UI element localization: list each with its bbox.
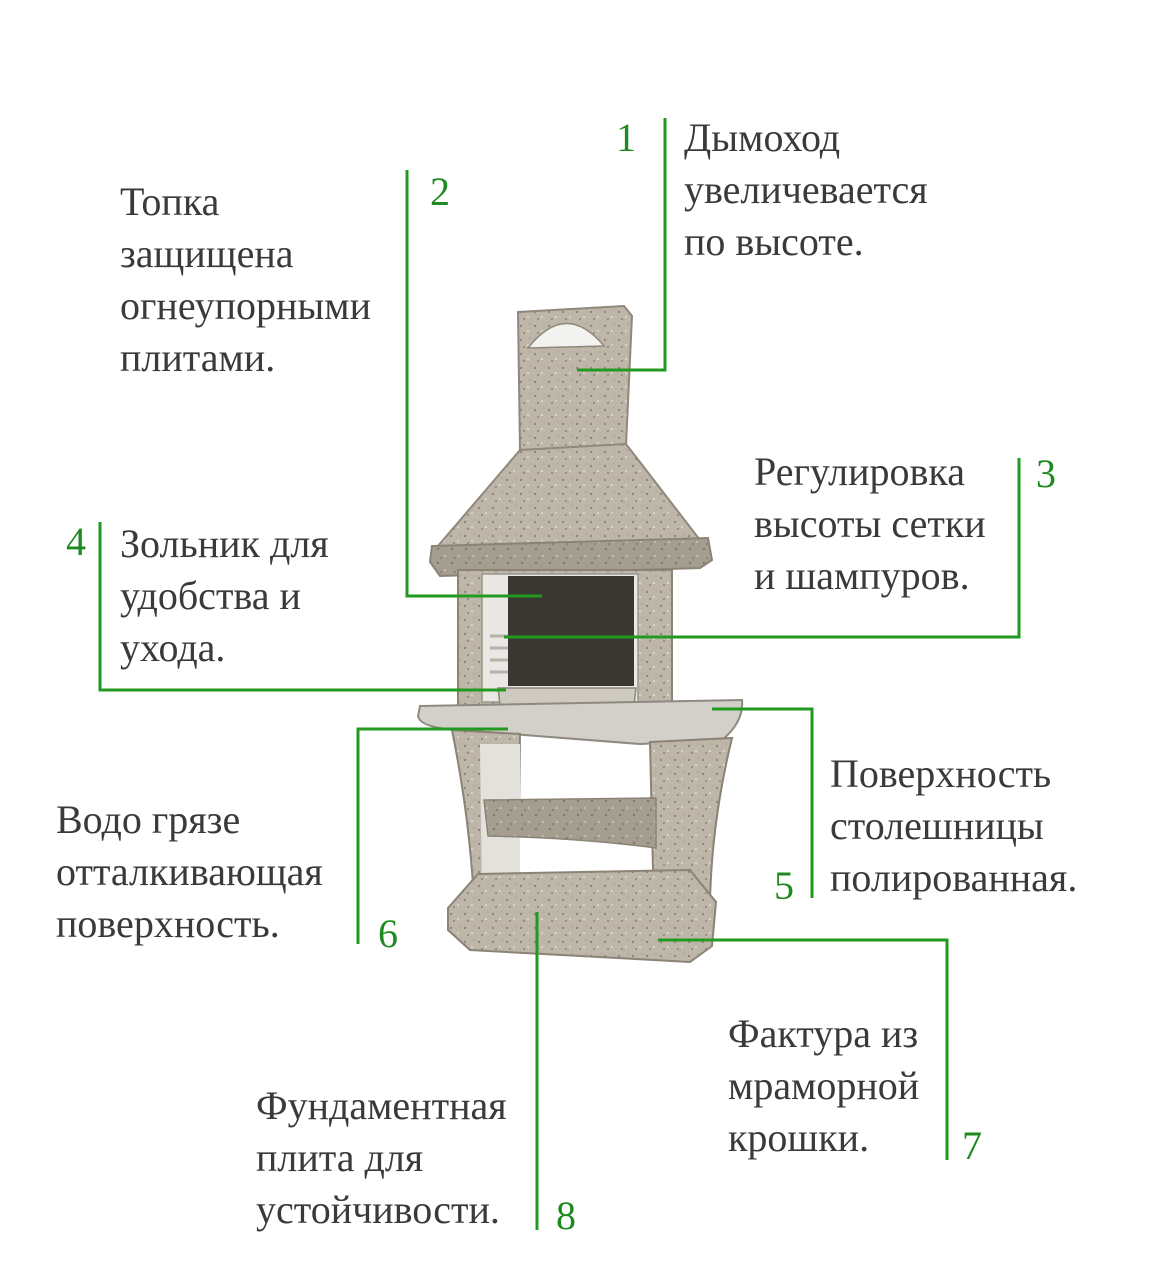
callout-line: Поверхность [830, 751, 1052, 796]
callout-line: плитами. [120, 335, 276, 380]
callout-line: Фактура из [728, 1011, 919, 1056]
callout-line: ухода. [120, 625, 226, 670]
callout-number-1: 1 [616, 115, 636, 160]
callout-number-7: 7 [962, 1123, 982, 1168]
callout-line: полированная. [830, 855, 1078, 900]
callout-line: столешницы [830, 803, 1044, 848]
callout-line: поверхность. [56, 901, 280, 946]
base-slab [448, 870, 716, 962]
callout-line: высоты сетки [754, 501, 986, 546]
callout-label-chimney [684, 112, 928, 268]
callout-label-grill-height [754, 446, 986, 602]
callout-line: удобства и [120, 573, 301, 618]
callout-number-2: 2 [430, 169, 450, 214]
callout-line: крошки. [728, 1115, 870, 1160]
callout-line: и шампуров. [754, 553, 970, 598]
callout-label-ash-tray [120, 518, 329, 674]
callout-line: устойчивости. [256, 1187, 500, 1232]
callout-label-texture [728, 1008, 919, 1164]
callout-line: Топка [120, 179, 220, 224]
barbecue-illustration [418, 306, 742, 962]
callout-line: Дымоход [684, 115, 841, 160]
callout-line: Водо грязе [56, 797, 241, 842]
callout-line: плита для [256, 1135, 424, 1180]
callout-label-countertop [830, 748, 1077, 904]
callout-line: защищена [120, 231, 294, 276]
callout-number-5: 5 [774, 863, 794, 908]
callout-line: Регулировка [754, 449, 965, 494]
callout-number-8: 8 [556, 1193, 576, 1238]
callout-line: увеличевается [684, 167, 928, 212]
hood [438, 444, 700, 546]
callout-number-3: 3 [1036, 451, 1056, 496]
callout-line: Фундаментная [256, 1083, 507, 1128]
firebox-back [508, 576, 634, 686]
callout-label-firebox [120, 176, 371, 384]
callout-line: Зольник для [120, 521, 329, 566]
callout-line: мраморной [728, 1063, 920, 1108]
callout-number-6: 6 [378, 911, 398, 956]
callout-number-4: 4 [66, 519, 86, 564]
callout-line: по высоте. [684, 219, 864, 264]
callout-label-water-repellent [56, 794, 323, 950]
callout-line: отталкивающая [56, 849, 323, 894]
callout-label-foundation [256, 1080, 507, 1236]
callout-line: огнеупорными [120, 283, 371, 328]
